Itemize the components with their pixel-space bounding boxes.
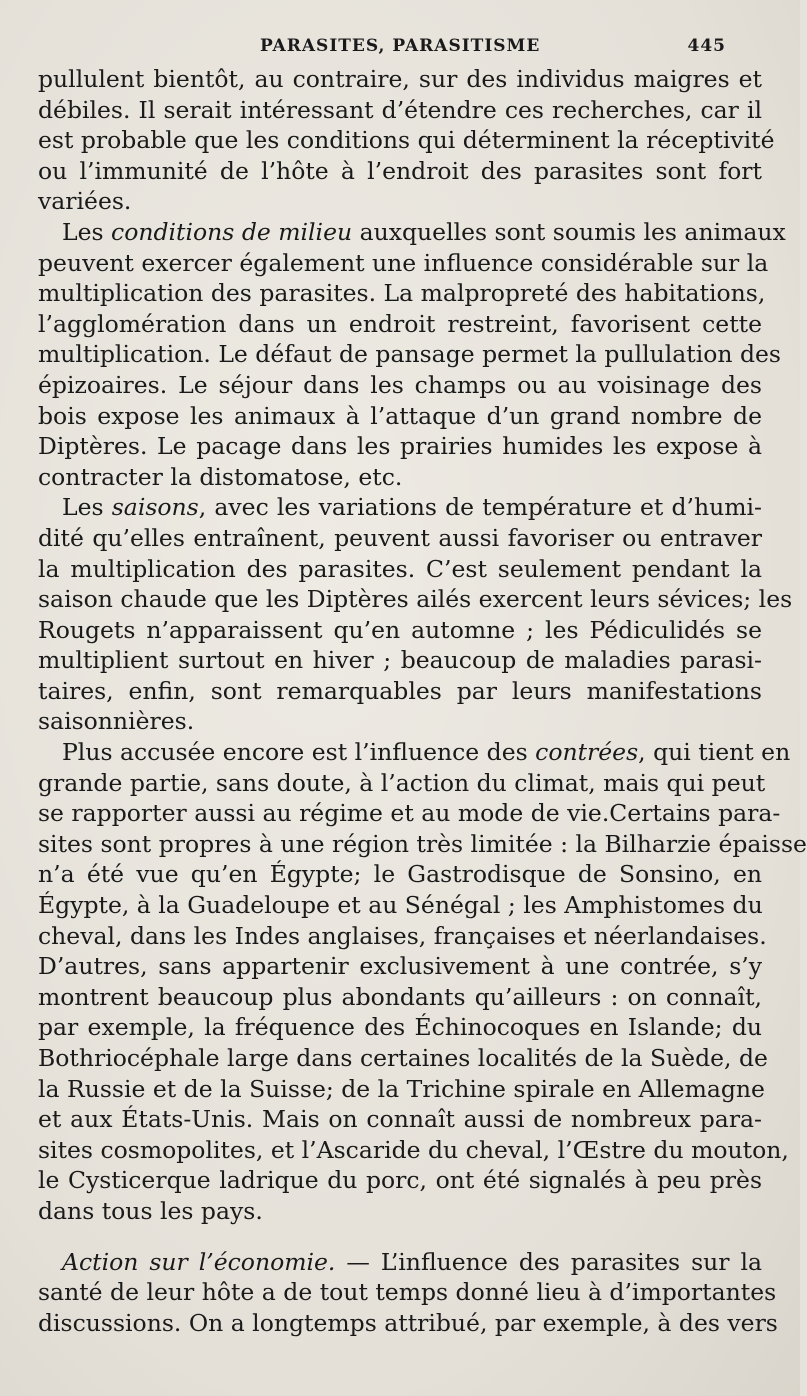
text-line: Plus accusée encore est l’influence des contrées, qui tient en	[62, 738, 791, 767]
text-line: la multiplication des parasites. C’est seulement pendant la	[38, 554, 762, 583]
text-line: la Russie et de la Suisse; de la Trichine spirale en Allemagne	[38, 1074, 765, 1103]
page-number: 445	[687, 36, 726, 56]
text-line: D’autres, sans appartenir exclusivement à une contrée, s’y	[38, 952, 762, 981]
text-line: Les conditions de milieu auxquelles sont soumis les animaux	[62, 217, 786, 246]
text-line: est probable que les conditions qui déterminent la réceptivité	[38, 126, 775, 155]
text-line: Égypte, à la Guadeloupe et au Sénégal ; les Amphistomes du	[38, 891, 763, 920]
text-line: bois expose les animaux à l’attaque d’un grand nombre de	[38, 401, 762, 430]
running-title: PARASITES, PARASITISME	[260, 36, 541, 56]
text-line: saisonnières.	[38, 707, 195, 736]
text-line: n’a été vue qu’en Égypte; le Gastrodisque de Sonsino, en	[38, 860, 762, 889]
paragraph	[38, 217, 786, 492]
paragraph	[38, 492, 793, 737]
text-line: l’agglomération dans un endroit restreint, favorisent cette	[38, 309, 762, 338]
text-line: épizoaires. Le séjour dans les champs ou au voisinage des	[38, 370, 762, 399]
text-line: débiles. Il serait intéressant d’étendre ces recherches, car il	[38, 95, 762, 124]
text-line: peuvent exercer également une influence considérable sur la	[38, 248, 769, 277]
text-line: discussions. On a longtemps attribué, par exemple, à des vers	[38, 1308, 778, 1337]
text-line: multiplication. Le défaut de pansage permet la pullulation des	[38, 340, 781, 369]
running-head	[38, 34, 762, 64]
text-line: variées.	[38, 187, 132, 216]
text-line: Les saisons, avec les variations de température et d’humi-	[62, 493, 762, 522]
paragraph	[38, 737, 807, 1227]
paragraph	[38, 1247, 778, 1339]
text-line: multiplication des parasites. La malpropreté des habitations,	[38, 279, 766, 308]
text-line: ou l’immunité de l’hôte à l’endroit des parasites sont fort	[38, 156, 762, 185]
text-line: multiplient surtout en hiver ; beaucoup de maladies parasi-	[38, 646, 762, 675]
paragraph	[38, 64, 775, 217]
text-line: taires, enfin, sont remarquables par leurs manifestations	[38, 676, 762, 705]
section-gap	[38, 1227, 762, 1247]
text-line: grande partie, sans doute, à l’action du climat, mais qui peut	[38, 768, 766, 797]
text-line: cheval, dans les Indes anglaises, françaises et néerlandaises.	[38, 921, 767, 950]
text-line: Diptères. Le pacage dans les prairies humides les expose à	[38, 432, 762, 461]
text-line: montrent beaucoup plus abondants qu’ailleurs : on connaît,	[38, 982, 762, 1011]
text-line: Bothriocéphale large dans certaines localités de la Suède, de	[38, 1044, 768, 1072]
text-line: par exemple, la fréquence des Échinocoques en Islande; du	[38, 1013, 762, 1042]
text-line: dité qu’elles entraînent, peuvent aussi favoriser ou entraver	[38, 523, 762, 552]
text-line: Rougets n’apparaissent qu’en automne ; les Pédiculidés se	[38, 615, 762, 644]
text-line: contracter la distomatose, etc.	[38, 462, 403, 491]
text-line: et aux États-Unis. Mais on connaît aussi de nombreux para-	[38, 1105, 762, 1134]
text-line: pullulent bientôt, au contraire, sur des individus maigres et	[38, 65, 762, 93]
text-line: Action sur l’économie. — L’influence des parasites sur la	[62, 1247, 762, 1276]
text-line: santé de leur hôte a de tout temps donné lieu à d’importantes	[38, 1278, 777, 1307]
body-text	[38, 64, 807, 1338]
text-line: le Cysticerque ladrique du porc, ont été signalés à peu près	[38, 1166, 762, 1195]
text-line: sites cosmopolites, et l’Ascaride du cheval, l’Œstre du mouton,	[38, 1135, 789, 1164]
text-line: dans tous les pays.	[38, 1196, 263, 1225]
text-line: saison chaude que les Diptères ailés exercent leurs sévices; les	[38, 585, 793, 614]
text-line: sites sont propres à une région très limitée : la Bilharzie épaisse	[38, 829, 807, 858]
text-line: se rapporter aussi au régime et au mode de vie.Certains para-	[38, 799, 781, 828]
